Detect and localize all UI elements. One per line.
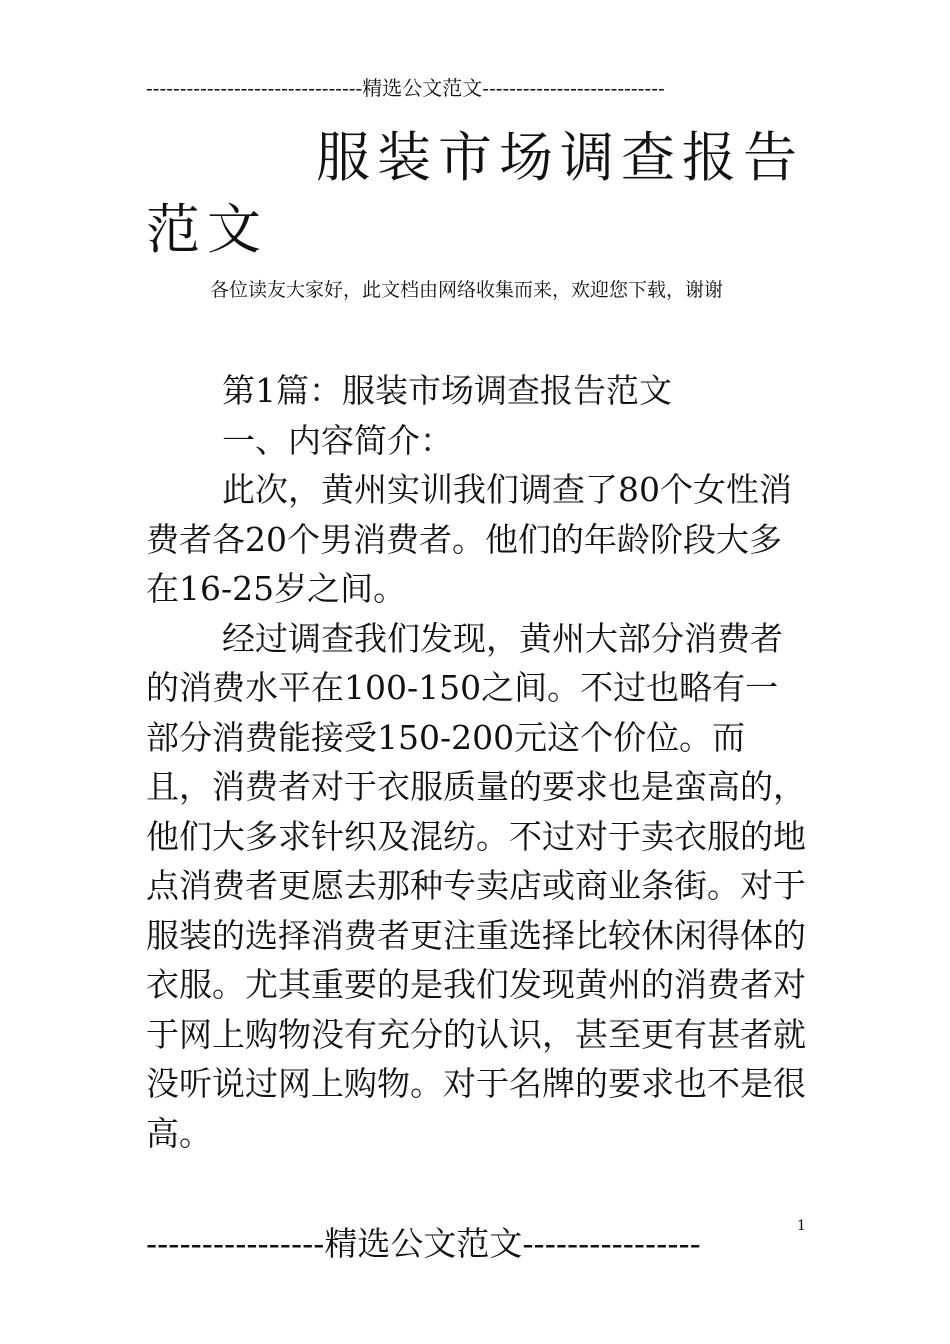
page-header: --------------------------------精选公文范文--------------------------- — [146, 76, 665, 100]
page-footer: ----------------精选公文范文---------------- — [146, 1224, 701, 1263]
subsection-heading: 一、内容简介： — [222, 420, 453, 460]
body-paragraph: 此次，黄州实训我们调查了80个女性消费者各20个男消费者。他们的年龄阶段大多在16-25岁之间。 — [146, 470, 792, 608]
title-line-2: 范文 — [146, 198, 268, 261]
title-line-1: 服装市场调查报告 — [316, 126, 804, 189]
document-title — [146, 122, 826, 266]
intro-note: 各位读友大家好，此文档由网络收集而来，欢迎您下载，谢谢 — [210, 279, 724, 301]
page-number: 1 — [797, 1218, 806, 1234]
document-body — [146, 366, 810, 1158]
section-heading: 第1篇：服装市场调查报告范文 — [222, 371, 672, 410]
body-paragraph: 经过调查我们发现，黄州大部分消费者的消费水平在100-150之间。不过也略有一部分消费能接受150-200元这个价位。而且，消费者对于衣服质量的要求也是蛮高的，他们大多求针织及混纺。不过对于卖衣服的地点消费者更愿去那种专卖店或商业条街。对于服装的选择消费者更注重选择比较休闲得体的衣服。尤其重要的是我们发现黄州的消费者对于网上购物没有充分的认识，甚至更有甚者就没听说过网上购物。对于名牌的要求也不是很高。 — [146, 618, 806, 1153]
